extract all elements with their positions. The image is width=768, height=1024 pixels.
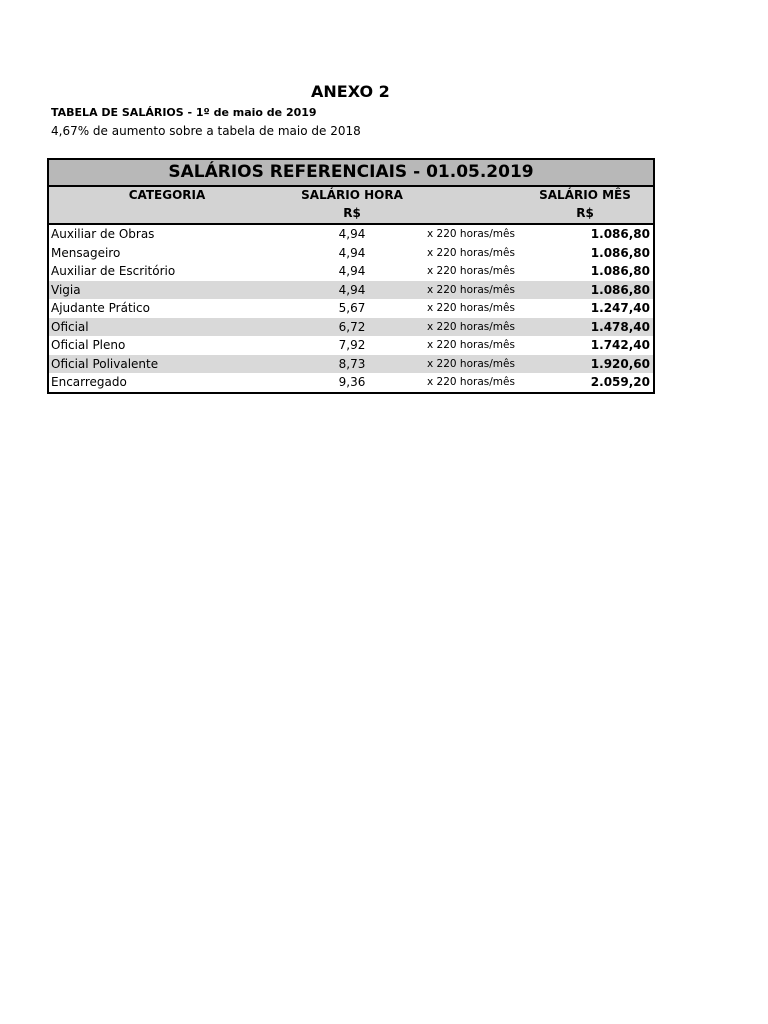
table-title: SALÁRIOS REFERENCIAIS - 01.05.2019 (49, 160, 653, 187)
cell-categoria: Auxiliar de Escritório (51, 264, 176, 278)
cell-salario-hora: 4,94 (338, 245, 366, 260)
table-row (49, 355, 653, 374)
cell-salario-mes: 1.086,80 (590, 264, 650, 278)
cell-categoria: Vigia (51, 282, 81, 297)
cell-categoria: Oficial Polivalente (51, 356, 159, 371)
column-header-salario-mes-unit: R$ (576, 206, 594, 220)
cell-salario-hora: 8,73 (338, 356, 366, 371)
cell-categoria: Ajudante Prático (51, 301, 150, 315)
cell-multiplier: x 220 horas/mês (427, 302, 515, 314)
cell-multiplier: x 220 horas/mês (427, 357, 515, 370)
cell-categoria: Mensageiro (51, 245, 121, 260)
column-header-salario-hora: SALÁRIO HORA (301, 188, 403, 202)
table-row (49, 225, 653, 244)
cell-salario-mes: 1.247,40 (590, 301, 650, 315)
cell-salario-hora: 7,92 (338, 338, 366, 352)
salary-table (47, 158, 655, 394)
cell-categoria: Oficial (51, 319, 89, 334)
table-row (49, 318, 653, 337)
cell-salario-hora: 4,94 (338, 264, 366, 278)
table-row (49, 299, 653, 318)
column-header-categoria: CATEGORIA (128, 188, 206, 202)
page-title: ANEXO 2 (311, 82, 390, 101)
cell-salario-mes: 2.059,20 (590, 375, 650, 389)
cell-categoria: Oficial Pleno (51, 338, 126, 352)
table-row (49, 281, 653, 300)
table-row (49, 244, 653, 263)
increase-note: 4,67% de aumento sobre a tabela de maio de 2018 (51, 124, 361, 138)
table-subtitle: TABELA DE SALÁRIOS - 1º de maio de 2019 (51, 106, 317, 119)
cell-multiplier: x 220 horas/mês (427, 339, 515, 351)
column-header-salario-mes: SALÁRIO MÊS (539, 188, 631, 202)
cell-salario-mes: 1.086,80 (590, 282, 650, 297)
cell-salario-hora: 4,94 (338, 282, 366, 297)
cell-multiplier: x 220 horas/mês (427, 228, 515, 240)
cell-salario-hora: 9,36 (338, 375, 366, 389)
cell-salario-hora: 6,72 (338, 319, 366, 334)
cell-salario-mes: 1.742,40 (590, 338, 650, 352)
table-row (49, 262, 653, 281)
cell-multiplier: x 220 horas/mês (427, 283, 515, 296)
table-header (49, 187, 653, 225)
cell-multiplier: x 220 horas/mês (427, 320, 515, 333)
column-header-salario-hora-unit: R$ (343, 206, 361, 220)
cell-salario-mes: 1.478,40 (590, 319, 650, 334)
cell-categoria: Auxiliar de Obras (51, 227, 155, 241)
cell-categoria: Encarregado (51, 375, 127, 389)
cell-salario-hora: 5,67 (338, 301, 366, 315)
cell-salario-hora: 4,94 (338, 227, 366, 241)
cell-multiplier: x 220 horas/mês (427, 265, 515, 277)
table-row (49, 373, 653, 392)
cell-multiplier: x 220 horas/mês (427, 246, 515, 259)
cell-salario-mes: 1.920,60 (590, 356, 650, 371)
table-row (49, 336, 653, 355)
cell-multiplier: x 220 horas/mês (427, 376, 515, 388)
cell-salario-mes: 1.086,80 (590, 245, 650, 260)
cell-salario-mes: 1.086,80 (590, 227, 650, 241)
